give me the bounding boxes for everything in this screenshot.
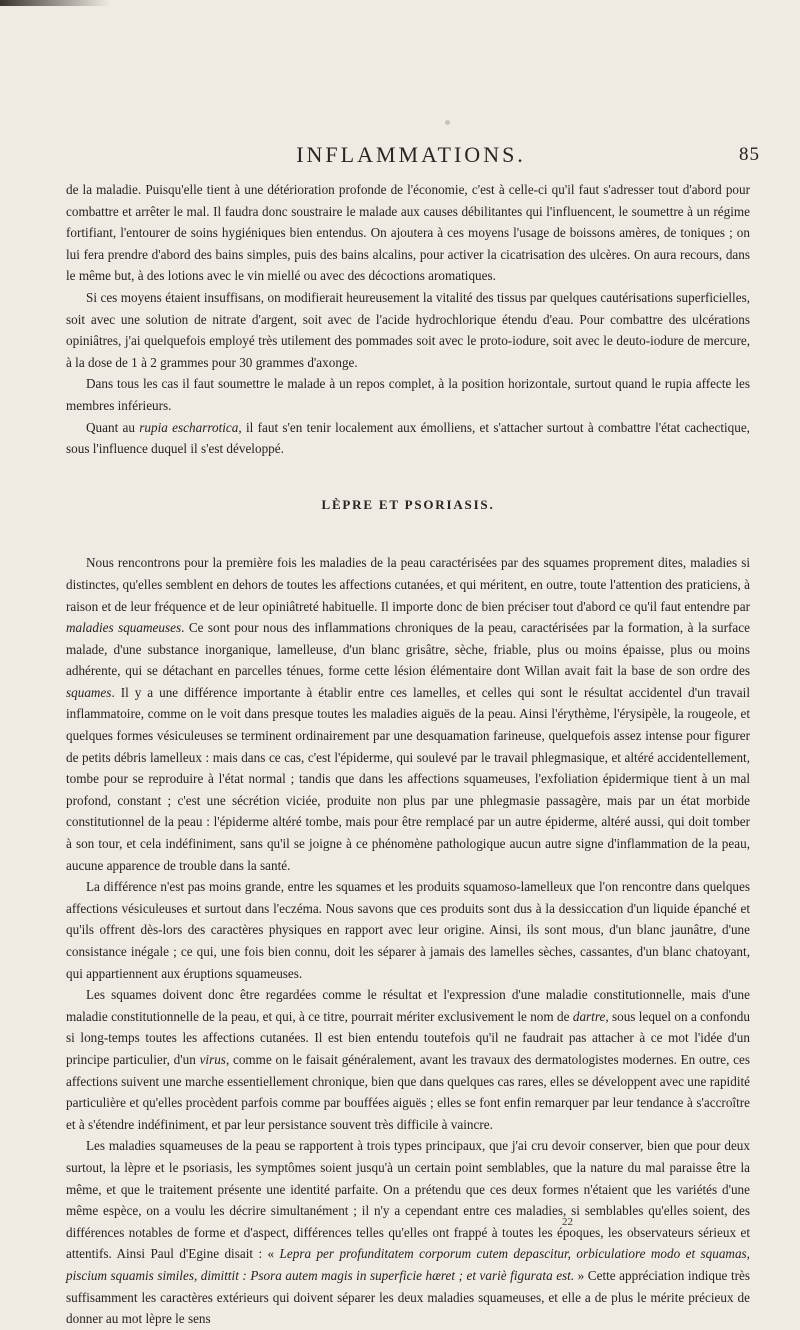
text-run: Quant au [86, 419, 140, 435]
text-run: Nous rencontrons pour la première fois les maladies de la peau caractérisées par des squames proprement dites, maladies si distinctes, qu'elles semblent en dehors de toutes les affections cutanées, et qui méritent, en outre, toute l'attention des praticiens, à raison et de leur fréquence et de leur opiniâtreté habituelle. Il importe donc de bien préciser tout d'abord ce qu'il faut entendre par [66, 555, 750, 614]
italic-term: dartre [572, 1008, 606, 1024]
body-text [66, 179, 750, 1330]
italic-term: maladies squameuses [66, 620, 182, 636]
italic-term: squames [66, 684, 112, 700]
italic-term: rupia escharrotica [139, 419, 239, 435]
text-run: , comme on le faisait généralement, avant les travaux des dermatologistes modernes. En outre, ces affections suivent une marche essentiellement chronique, bien que dans quelques cas rares, elles se développent avec une rapidité particulière et qu'elles procèdent parfois comme par bouffées aiguës ; elles se font enfin remarquer par leur tendance à s'accroître et à s'étendre indéfiniment, et par leur persistance souvent très difficile à vaincre. [66, 1051, 751, 1132]
italic-term: virus [199, 1051, 226, 1067]
latin-quote: Lepra per profunditatem corporum cutem depascitur, orbiculatiore modo et squamas, piscium squamis similes, dimittit : Psora autem magis in superficie hæret ; et variè figurata est. [66, 1246, 750, 1283]
text-run: , sous lequel on a confondu si long-temps toutes les affections cutanées. Il est bien entendu toutefois qu'il ne faudrait pas attacher à ce mot l'idée d'un principe particulier, d'un [66, 1008, 750, 1067]
running-title: INFLAMMATIONS. [296, 142, 526, 167]
page-header [62, 142, 760, 170]
paragraph [66, 417, 750, 460]
paragraph: La différence n'est pas moins grande, entre les squames et les produits squamoso-lamelleux que l'on rencontre dans quelques affections vésiculeuses et surtout dans l'eczéma. Nous savons que ces produits sont dus à la dessiccation d'un liquide épanché et qu'ils offrent dès-lors des caractères physiques en rapport avec leur origine. Ainsi, ils sont mous, d'un blanc jaunâtre, d'une consistance inégale ; ce qui, une fois bien connu, doit les séparer à jamais des lamelles sèches, cassantes, d'un blanc chatoyant, qui appartiennent aux éruptions squameuses. [66, 879, 750, 981]
section-title: LÈPRE ET PSORIASIS. [321, 496, 495, 512]
paragraph: Si ces moyens étaient insuffisans, on modifierait heureusement la vitalité des tissus par quelques cautérisations superficielles, soit avec une solution de nitrate d'argent, soit avec de l'acide hydrochlorique étendu d'eau. Pour combattre des ulcérations opiniâtres, j'ai quelquefois employé très utilement des pommades soit avec le proto-iodure, soit avec le deuto-iodure de mercure, à la dose de 1 à 2 grammes pour 30 grammes d'axonge. [66, 289, 750, 370]
paragraph [66, 984, 750, 1135]
text-run: Les squames doivent donc être regardées comme le résultat et l'expression d'une maladie constitutionnelle, mais d'une maladie constitutionnelle de la peau, et qui, à ce titre, pourrait mériter exclusivement le nom de [66, 987, 750, 1024]
text-run: » Cette appréciation indique très suffisamment les caractères extérieurs qui doivent séparer les deux maladies squameuses, et elle a de plus le mérite précieux de donner au mot lèpre le sens [66, 1267, 750, 1327]
page-number: 85 [739, 144, 760, 165]
paragraph: de la maladie. Puisqu'elle tient à une détérioration profonde de l'économie, c'est à celle-ci qu'il faut s'adresser tout d'abord pour combattre et arrêter le mal. Il faudra donc soustraire le malade aux causes débilitantes qui l'influencent, le soumettre à un régime fortifiant, l'entourer de soins hygiéniques bien entendus. On ajoutera à ces moyens l'usage de boissons amères, de toniques ; on lui fera prendre d'abord des bains simples, puis des bains alcalins, pour activer la cicatrisation des ulcères. On aura recours, dans le même but, à des lotions avec le vin miellé ou avec des décoctions aromatiques. [66, 182, 750, 284]
signature-mark: 22 [562, 1216, 573, 1228]
page-edge-shadow [0, 0, 110, 6]
text-run: . Il y a une différence importante à établir entre ces lamelles, et celles qui sont le résultat accidentel d'un travail inflammatoire, comme on le voit dans presque toutes les maladies aiguës de la peau. Ainsi l'érythème, l'érysipèle, la rougeole, et quelques formes vésiculeuses se terminent ordinairement par une desquamation farineuse, quelquefois assez intense pour figurer de petits débris lamelleux : mais dans ce cas, c'est l'épiderme, qui soulevé par le travail phlegmasique, et altéré accidentellement, tombe pour se reproduire à l'état normal ; tandis que dans les affections squameuses, l'exfoliation épidermique tient à un mal profond, constant ; c'est une sécrétion viciée, produite non plus par une phlegmasie passagère, mais par un état morbide constitutionnel de la peau : l'épiderme altéré tombe, mais pour être remplacé par un autre épiderme, altéré aussi, qui doit tomber à son tour, et cela indéfiniment, sans qu'il se joigne à ce phénomène pathologique aucun autre signe d'inflammation de la peau, aucune apparence de trouble dans la santé. [66, 684, 750, 873]
paragraph [66, 1135, 750, 1329]
ink-spot [445, 120, 450, 125]
text-run: Les maladies squameuses de la peau se rapportent à trois types principaux, que j'ai cru devoir conserver, bien que pour deux surtout, la lèpre et le psoriasis, les symptômes soient jusqu'à un certain point semblables, que la nature du mal paraisse être la même, et que le traitement présente une identité parfaite. On a prétendu que ces deux formes n'étaient que les variétés d'une même espèce, on a voulu les décrire simultanément ; il n'y a cependant entre ces maladies, si semblables qu'elles soient, des différences notables de forme et d'aspect, différences telles qu'elles ont frappé à toutes les époques, les observateurs sérieux et attentifs. Ainsi Paul d'Egine disait : « [66, 1138, 750, 1262]
text-run: . Ce sont pour nous des inflammations chroniques de la peau, caractérisées par la formation, à la surface malade, d'une substance inorganique, lamelleuse, d'un blanc grisâtre, sèche, friable, plus ou moins épaisse, plus ou moins adhérente, qui se détachant en parcelles ténues, forme cette lésion élémentaire dont Willan avait fait la base de son ordre des [66, 620, 750, 679]
paragraph: Dans tous les cas il faut soumettre le malade à un repos complet, à la position horizontale, surtout quand le rupia affecte les membres inférieurs. [66, 376, 750, 413]
text-run: , il faut s'en tenir localement aux émolliens, et s'attacher surtout à combattre l'état cachectique, sous l'influence duquel il s'est développé. [66, 419, 750, 457]
paragraph [66, 552, 750, 876]
